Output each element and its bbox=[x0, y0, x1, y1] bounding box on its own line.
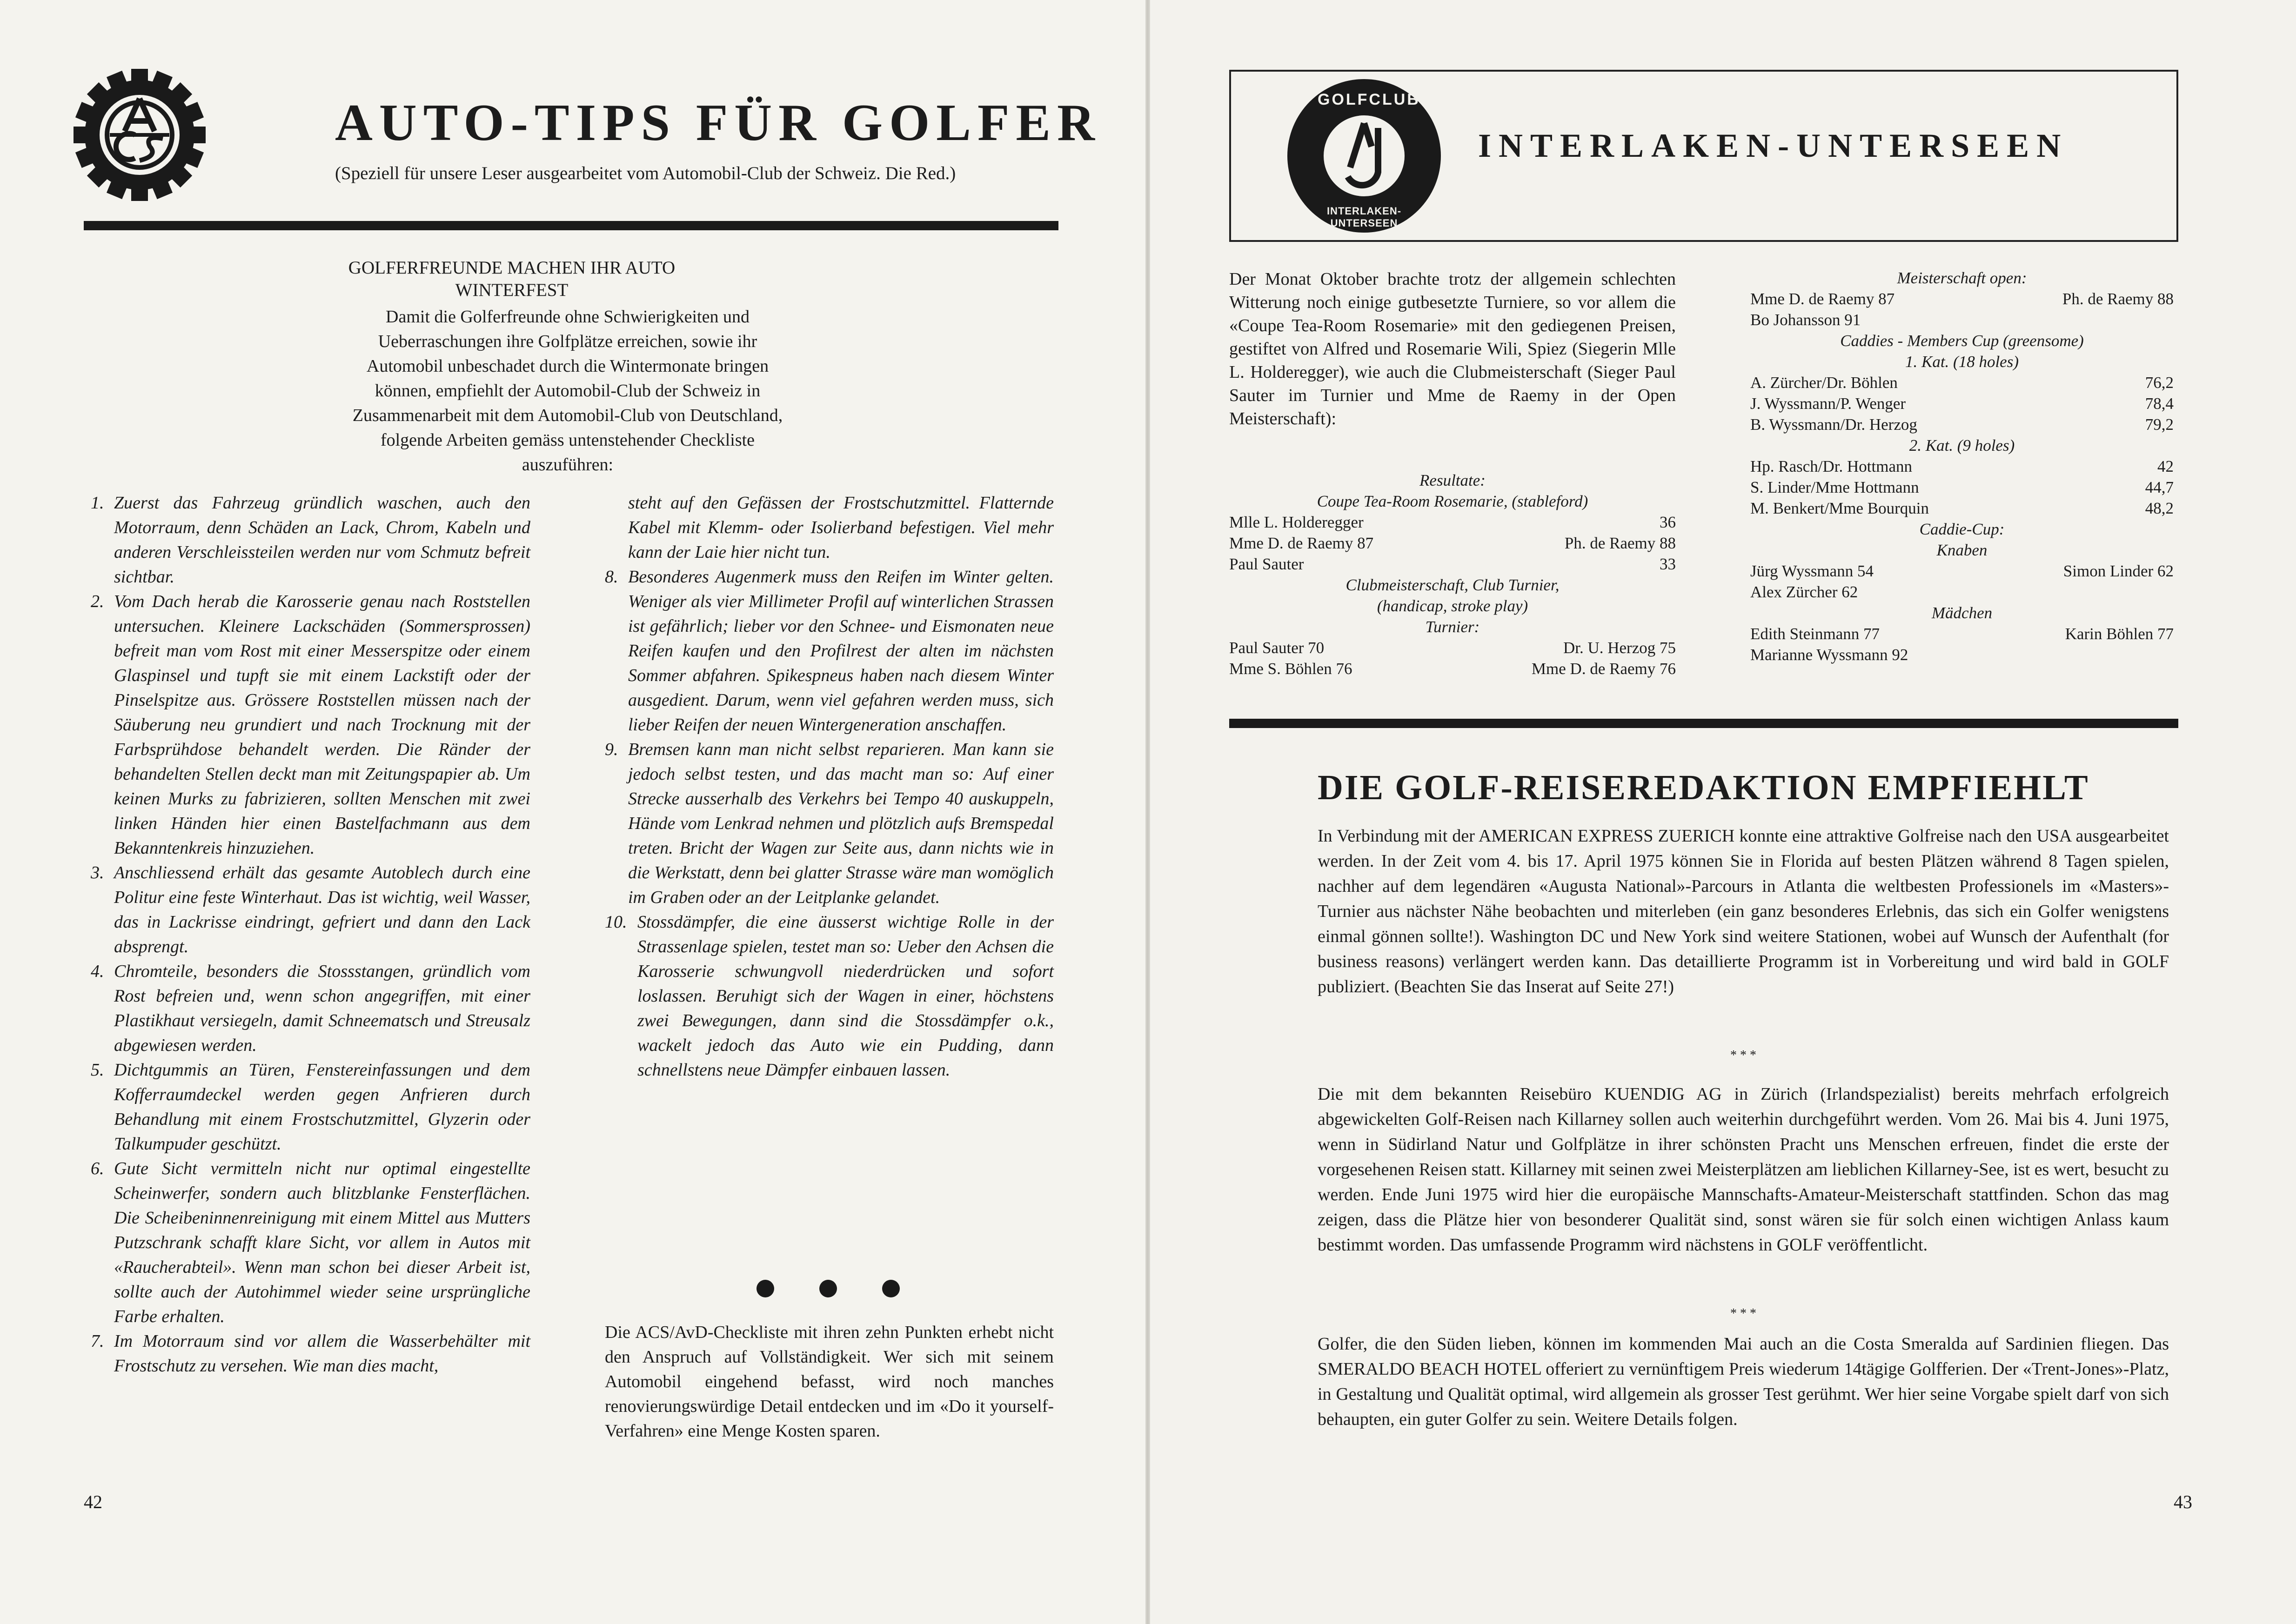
result-name: Alex Zürcher 62 bbox=[1750, 583, 1858, 601]
result-score: Dr. U. Herzog 75 bbox=[1563, 639, 1676, 657]
list-item bbox=[91, 959, 530, 1058]
list-item bbox=[91, 491, 530, 589]
item-text: Stossdämpfer, die eine äusserst wichtige Rolle in der Strassenlage spielen, testet man so: Ueber den Achsen die Karosserie schwungvoll niederdrücken und sofort loslassen. Beruhigt sich der Wagen in einer, höchstens zwei Bewegungen, dann sind die Stossdämpfer o.k., wackelt jedoch das Auto wie ein Pudding, dann schnellstens neue Dämpfer einbauen lassen. bbox=[637, 912, 1054, 1080]
item-number: 2. bbox=[91, 592, 104, 611]
result-name: Jürg Wyssmann 54 bbox=[1750, 562, 1874, 580]
logo-text-top: GOLFCLUB bbox=[1318, 91, 1420, 108]
result-row bbox=[1750, 393, 2174, 414]
dot-separator bbox=[749, 1277, 907, 1300]
item-text: Bremsen kann man nicht selbst reparieren. Man kann sie jedoch selbst testen, und das macht man so: Auf einer Strecke ausserhalb des Verkehrs bei Tempo 40 auskuppeln, Hände vom Lenkrad nehmen und plötzlich aufs Bremspedal treten. Bricht der Wagen zur Seite aus, dann nichts wie in die Werkstatt, denn bei glatter Strasse wäre man womöglich im Graben oder an der Leitplanke gelandet. bbox=[628, 740, 1054, 907]
list-item bbox=[605, 565, 1054, 737]
page-number: 42 bbox=[84, 1491, 102, 1512]
item-number: 1. bbox=[91, 493, 104, 513]
result-score: 44,7 bbox=[2145, 478, 2174, 496]
result-score: 79,2 bbox=[2145, 415, 2174, 434]
item-text: Vom Dach herab die Karosserie genau nach Roststellen untersuchen. Kleinere Lackschäden (Sommersprossen) befreit man vom Rost mit einer Messerspitze oder einem Glaspinsel und tupft sie mit einem Lackstift oder der Pinselspitze aus. Grössere Roststellen müssen nach der Säuberung neu grundiert und nach Trocknung mit der Farbsprühdose behandelt werden. Die Ränder der behandelten Stellen deckt man mit Zeitungspapier ab. Um keinen Murks zu fabrizieren, sollten Menschen mit zwei linken Händen hier einen Bastelfachmann aus dem Bekanntenkreis hinzuziehen. bbox=[114, 592, 530, 858]
maedchen-label: Mädchen bbox=[1931, 604, 1993, 622]
list-item bbox=[91, 861, 530, 959]
checklist-items-2 bbox=[605, 565, 1054, 1083]
book-spine bbox=[1145, 0, 1150, 1624]
result-name: Paul Sauter 70 bbox=[1229, 639, 1325, 657]
intro-paragraph bbox=[344, 305, 791, 477]
result-name: Edith Steinmann 77 bbox=[1750, 625, 1880, 643]
result-row bbox=[1229, 658, 1676, 679]
results-right bbox=[1750, 267, 2174, 665]
item-number: 10. bbox=[605, 912, 627, 932]
closing-paragraph: Die ACS/AvD-Checkliste mit ihren zehn Punkten erhebt nicht den Anspruch auf Vollständigkeit. Wer sich mit seinem Automobil eingehend befasst, wird noch manches renovierungswürdige Detail entdecken und im «Do it yourself-Verfahren» eine Menge Kosten sparen. bbox=[605, 1323, 1054, 1441]
result-row bbox=[1750, 288, 2174, 309]
resultate-label: Resultate: bbox=[1419, 471, 1486, 489]
item-text: Dichtgummis an Türen, Fenstereinfassungen und dem Kofferraumdeckel werden gegen Anfrieren durch Behandlung mit einem Frostschutzmittel, Glyzerin oder Talkumpuder geschützt. bbox=[114, 1060, 530, 1154]
item-number: 6. bbox=[91, 1159, 104, 1178]
kat1-label: 1. Kat. (18 holes) bbox=[1905, 353, 2019, 371]
result-row bbox=[1229, 637, 1676, 658]
item-text: Gute Sicht vermitteln nicht nur optimal eingestellte Scheinwerfer, sondern auch blitzblanke Fensterflächen. Die Scheibeninnenreinigung mit einem Mittel aus Mutters Putzschrank schafft klare Sicht, vor allem in Autos mit «Raucherabteil». Wenn man schon bei dieser Arbeit ist, sollte auch der Autohimmel wieder seine ursprüngliche Farbe erhalten. bbox=[114, 1159, 530, 1326]
meister-label: Meisterschaft open: bbox=[1897, 269, 2027, 287]
result-name: Mme D. de Raemy 87 bbox=[1750, 290, 1895, 308]
page-42 bbox=[0, 0, 1145, 1624]
result-row bbox=[1229, 512, 1676, 533]
result-row bbox=[1750, 372, 2174, 393]
result-name: M. Benkert/Mme Bourquin bbox=[1750, 499, 1929, 517]
result-name: Paul Sauter bbox=[1229, 555, 1304, 573]
result-score: 36 bbox=[1660, 513, 1676, 531]
result-name: Marianne Wyssmann 92 bbox=[1750, 646, 1908, 664]
result-row bbox=[1750, 456, 2174, 477]
result-row bbox=[1750, 498, 2174, 519]
result-row bbox=[1750, 309, 2174, 330]
travel-paragraph-1: In Verbindung mit der AMERICAN EXPRESS ZUERICH konnte eine attraktive Golfreise nach den USA ausgearbeitet werden. In der Zeit vom 4. bis 17. April 1975 können Sie in Florida auf besten Plätzen während 8 Tagen spielen, nachher auf dem legendären «Augusta National»-Parcours in Atlanta die weltbesten Professionels im «Masters»-Turnier aus nächster Nähe beobachten und miterleben (ein ganz besonderes Erlebnis, das sich ein Golfer wenigstens einmal gönnen sollte!). Washington DC und New York sind weitere Stationen, wobei auf Wunsch der Aufenthalt (for business reasons) verlängert werden kann. Das detaillierte Programm ist in Vorbereitung und wird bald in GOLF publiziert. (Beachten Sie das Inserat auf Seite 27!) bbox=[1318, 826, 2169, 996]
result-name: Bo Johansson 91 bbox=[1750, 311, 1861, 329]
result-score: 33 bbox=[1660, 555, 1676, 573]
page-number: 43 bbox=[2174, 1491, 2192, 1512]
article-subtitle: (Speziell für unsere Leser ausgearbeitet vom Automobil-Club der Schweiz. Die Red.) bbox=[335, 163, 956, 183]
golfclub-logo bbox=[1285, 77, 1443, 235]
item-number: 9. bbox=[605, 740, 618, 759]
result-name: Hp. Rasch/Dr. Hottmann bbox=[1750, 457, 1913, 475]
result-score: Mme D. de Raemy 76 bbox=[1531, 660, 1676, 678]
list-item bbox=[91, 1156, 530, 1329]
continuation-text: steht auf den Gefässen der Frostschutzmittel. Flatternde Kabel mit Klemm- oder Isolierband befestigen. Viel mehr kann der Laie hier nicht tun. bbox=[628, 493, 1054, 562]
section-heading-line1: GOLFERFREUNDE MACHEN IHR AUTO bbox=[348, 258, 676, 278]
result-score: 48,2 bbox=[2145, 499, 2174, 517]
caddie-cup-label: Caddie-Cup: bbox=[1919, 520, 2005, 538]
checklist-column-1 bbox=[91, 491, 530, 1378]
result-name: Mme S. Böhlen 76 bbox=[1229, 660, 1352, 678]
result-name: J. Wyssmann/P. Wenger bbox=[1750, 394, 1906, 413]
item-text: Zuerst das Fahrzeug gründlich waschen, auch den Motorraum, denn Schäden an Lack, Chrom, Kabeln und anderen Verschleissteilen werden nur vom Schmutz befreit sichtbar. bbox=[114, 493, 530, 587]
club-label-1: Clubmeisterschaft, Club Turnier, bbox=[1345, 576, 1560, 594]
item-text: Besonderes Augenmerk muss den Reifen im Winter gelten. Weniger als vier Millimeter Profil auf winterlichen Strassen ist gefährlich; lieber vor den Schnee- und Eismonaten neue Reifen kaufen und den Profilrest der alten im nächsten Sommer abfahren. Spikespneus haben nach diesem Winter ausgedient. Darum, wenn viel gefahren werden muss, sich lieber Reifen der neuen Wintergeneration anschaffen. bbox=[628, 567, 1054, 735]
result-row bbox=[1750, 581, 2174, 602]
knaben-label: Knaben bbox=[1936, 541, 1988, 559]
page-43 bbox=[1150, 0, 2296, 1624]
result-score: Simon Linder 62 bbox=[2063, 562, 2174, 580]
result-name: B. Wyssmann/Dr. Herzog bbox=[1750, 415, 1917, 434]
result-row bbox=[1750, 414, 2174, 435]
result-name: A. Zürcher/Dr. Böhlen bbox=[1750, 374, 1898, 392]
list-item bbox=[91, 1058, 530, 1156]
result-row bbox=[1229, 533, 1676, 554]
result-row bbox=[1229, 554, 1676, 575]
result-score: 76,2 bbox=[2145, 374, 2174, 392]
caddies-label: Caddies - Members Cup (greensome) bbox=[1840, 332, 2084, 350]
kat2-label: 2. Kat. (9 holes) bbox=[1909, 436, 2015, 454]
result-score: 78,4 bbox=[2145, 394, 2174, 413]
separator-1: * * * bbox=[1730, 1048, 1756, 1063]
intro-text: Damit die Golferfreunde ohne Schwierigkeiten und Ueberraschungen ihre Golfplätze erreichen, sowie ihr Automobil unbeschadet durch die Wintermonate bringen können, empfiehlt der Automobil-Club der Schweiz in Zusammenarbeit mit dem Automobil-Club von Deutschland, folgende Arbeiten gemäss untenstehender Checkliste auszuführen: bbox=[352, 307, 783, 475]
list-item bbox=[91, 589, 530, 861]
article-title: AUTO-TIPS FÜR GOLFER bbox=[335, 94, 1101, 152]
section-heading bbox=[321, 257, 703, 301]
result-row bbox=[1750, 477, 2174, 498]
result-score: Ph. de Raemy 88 bbox=[1564, 534, 1676, 552]
result-row bbox=[1750, 644, 2174, 665]
item-number: 7. bbox=[91, 1331, 104, 1351]
header-rule bbox=[84, 221, 1058, 230]
result-name: Mme D. de Raemy 87 bbox=[1229, 534, 1374, 552]
club-report: Der Monat Oktober brachte trotz der allgemein schlechten Witterung noch einige gutbesetzte Turniere, so vor allem die «Coupe Tea-Room Rosemarie» mit den gediegenen Preisen, gestiftet von Alfred und Rosemarie Wili, Spiez (Siegerin Mlle L. Holderegger), wie auch die Clubmeisterschaft (Sieger Paul Sauter im Turnier und Mme de Raemy in der Open Meisterschaft): bbox=[1229, 269, 1676, 428]
item-text: Anschliessend erhält das gesamte Autoblech durch eine Politur eine feste Winterhaut. Das ist wichtig, weil Wasser, das in Lackrisse eindringt, gefriert und dann den Lack absprengt. bbox=[114, 863, 530, 956]
item-number: 5. bbox=[91, 1060, 104, 1080]
club-label-2: (handicap, stroke play) bbox=[1377, 597, 1528, 615]
travel-paragraph-2: Die mit dem bekannten Reisebüro KUENDIG AG in Zürich (Irlandspezialist) bereits mehrfach erfolgreich abgewickelten Golf-Reisen nach Killarney sollen auch weiterhin durchgeführt werden. Vom 26. Mai bis 4. Juni 1975, wenn in Südirland Natur und Golfplätze in ihrer schönsten Pracht uns Menschen erfreuen, findet die erste der vorgesehenen Reisen statt. Killarney mit seinen zwei Meisterplätzen am lieblichen Killarney-See, ist es wert, besucht zu werden. Ende Juni 1975 wird hier die europäische Mannschafts-Amateur-Meisterschaft stattfinden. Schon das mag zeigen, dass die Plätze hier von besonderer Qualität sind, sonst wären sie für solch einen wichtigen Anlass kaum bestimmt worden. Das umfassende Programm wird nächstens in GOLF veröffentlicht. bbox=[1318, 1084, 2169, 1255]
separator-2: * * * bbox=[1730, 1306, 1756, 1321]
logo-text-bottom: INTERLAKEN-UNTERSEEN bbox=[1326, 205, 1402, 229]
results-left bbox=[1229, 470, 1676, 679]
item-number: 8. bbox=[605, 567, 618, 587]
list-item bbox=[605, 737, 1054, 910]
item-text: Chromteile, besonders die Stossstangen, gründlich vom Rost befreien und, wenn schon angegriffen, mit einer Plastikhaut versiegeln, damit Schneematsch und Streusalz abgewiesen werden. bbox=[114, 962, 530, 1055]
acs-logo bbox=[70, 65, 209, 205]
section-rule bbox=[1229, 719, 2178, 728]
bullet-dots-icon bbox=[749, 1277, 907, 1300]
checklist-column-2 bbox=[605, 491, 1054, 1083]
section-heading-line2: WINTERFEST bbox=[455, 280, 569, 300]
travel-paragraph-3: Golfer, die den Süden lieben, können im kommenden Mai auch an die Costa Smeralda auf Sardinien fliegen. Das SMERALDO BEACH HOTEL offeriert zu vernünftigem Preis wiederum 14tägige Golfferien. Der «Trent-Jones»-Platz, in Gestaltung und Qualität optimal, wird allgemein als grosser Test gerühmt. Wer hier seine Vorgabe spielt darf von sich behaupten, ein guter Golfer zu sein. Weitere Details folgen. bbox=[1318, 1334, 2169, 1429]
item-number: 3. bbox=[91, 863, 104, 882]
result-row bbox=[1750, 623, 2174, 644]
list-item bbox=[91, 1329, 530, 1378]
coupe-label: Coupe Tea-Room Rosemarie, (stableford) bbox=[1317, 492, 1588, 510]
turnier-label: Turnier: bbox=[1425, 618, 1480, 636]
item-number: 4. bbox=[91, 962, 104, 981]
result-row bbox=[1750, 561, 2174, 581]
item-text: Im Motorraum sind vor allem die Wasserbehälter mit Frostschutz zu versehen. Wie man dies macht, bbox=[114, 1331, 530, 1376]
result-score: Ph. de Raemy 88 bbox=[2062, 290, 2174, 308]
list-item bbox=[605, 910, 1054, 1083]
acs-gear-icon bbox=[70, 65, 209, 205]
result-score: Karin Böhlen 77 bbox=[2065, 625, 2174, 643]
result-name: S. Linder/Mme Hottmann bbox=[1750, 478, 1919, 496]
result-score: 42 bbox=[2157, 457, 2174, 475]
club-title: INTERLAKEN-UNTERSEEN bbox=[1478, 127, 2068, 164]
travel-title: DIE GOLF-REISEREDAKTION EMPFIEHLT bbox=[1318, 768, 2089, 807]
result-name: Mlle L. Holderegger bbox=[1229, 513, 1364, 531]
